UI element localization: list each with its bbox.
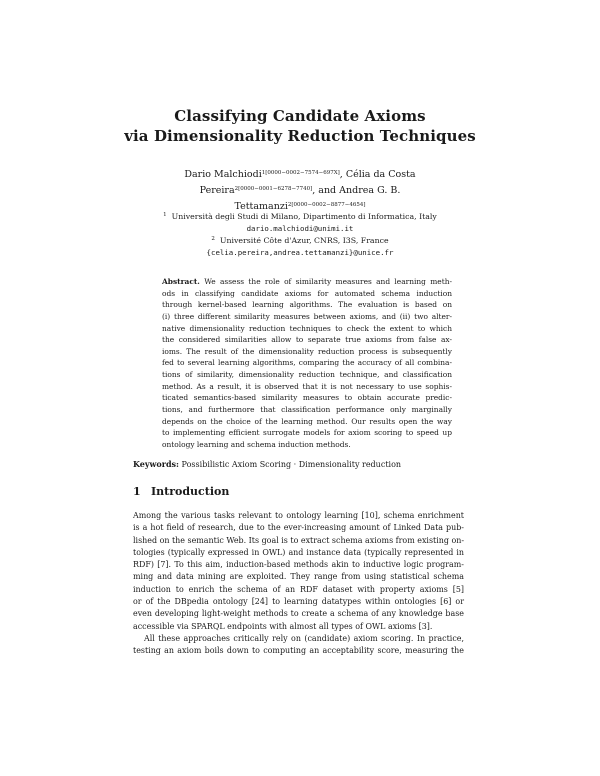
abstract-line: (i) three different similarity measures between axioms, and (ii) two alter- bbox=[162, 311, 452, 321]
abstract-line: ioms. The result of the dimensionality reduction process is subsequently bbox=[162, 346, 452, 356]
title-line-1: Classifying Candidate Axioms bbox=[174, 107, 426, 125]
affiliation-email-1: dario.malchiodi@unimi.it bbox=[246, 223, 354, 233]
keywords bbox=[133, 459, 401, 469]
author-name: , Célia da Costa bbox=[339, 169, 416, 180]
abstract-line: through kernel-based learning algorithms. The evaluation is based on bbox=[162, 300, 452, 310]
body-line: lished on the semantic Web. Its goal is to extract schema axioms from existing on- bbox=[133, 535, 465, 545]
keywords-label: Keywords: bbox=[133, 459, 180, 469]
author-affiliation-mark: 2 bbox=[234, 186, 239, 192]
abstract-line: tions, and furthermore that classification performance only marginally bbox=[162, 405, 452, 415]
author-orcid: [0000−0002−7574−697X] bbox=[265, 170, 340, 176]
author-orcid: [0000−0002−8877−4654] bbox=[291, 202, 366, 208]
author-affiliation-mark: 2 bbox=[287, 202, 292, 208]
abstract-line: ticated semantics-based similarity measures to obtain accurate predic- bbox=[162, 393, 452, 403]
affiliation-1: Università degli Studi di Milano, Dipartimento di Informatica, Italy bbox=[171, 212, 437, 221]
keywords-text: Possibilistic Axiom Scoring · Dimensionality reduction bbox=[179, 460, 402, 469]
abstract-line: ods in classifying candidate axioms for automated schema induction bbox=[162, 288, 452, 298]
affiliation-2: Université Côte d'Azur, CNRS, I3S, France bbox=[219, 236, 389, 245]
author-name: Dario Malchiodi bbox=[184, 169, 262, 180]
body-line: RDF) [7]. To this aim, induction-based methods akin to inductive logic program- bbox=[133, 560, 464, 570]
affiliation-email-2: {celia.pereira,andrea.tettamanzi}@unice.fr bbox=[206, 247, 394, 257]
section-number: 1 bbox=[133, 485, 141, 498]
abstract-line: We assess the role of similarity measures and learning meth- bbox=[199, 277, 452, 286]
section-heading bbox=[133, 485, 229, 498]
author-list bbox=[150, 166, 450, 214]
abstract-line: ontology learning and schema induction methods. bbox=[162, 439, 351, 449]
section-title: Introduction bbox=[151, 485, 230, 498]
author-name: , and Andrea G. B. bbox=[312, 185, 401, 196]
abstract-line: fed to several learning algorithms, comparing the accuracy of all combina- bbox=[162, 358, 452, 368]
abstract-line: depends on the choice of the learning method. Our results open the way bbox=[162, 416, 452, 426]
author-orcid: [0000−0001−6278−7740] bbox=[238, 186, 313, 192]
affiliation-mark: 2 bbox=[211, 236, 215, 242]
abstract-line: the considered similarities allow to separate true axioms from false ax- bbox=[162, 335, 452, 345]
abstract-line: to implementing efficient surrogate models for axiom scoring to speed up bbox=[162, 428, 452, 438]
body-line: accessible via SPARQL endpoints with almost all types of OWL axioms [3]. bbox=[133, 621, 433, 631]
body-line: tologies (typically expressed in OWL) and instance data (typically represented in bbox=[133, 547, 464, 557]
affiliations bbox=[130, 210, 470, 258]
body-line: ming and data mining are exploited. They range from using statistical schema bbox=[133, 572, 464, 582]
author-name: Pereira bbox=[199, 185, 235, 196]
title-line-2: via Dimensionality Reduction Techniques bbox=[124, 127, 476, 145]
abstract-label: Abstract. bbox=[162, 277, 200, 286]
body-line: even developing light-weight methods to create a schema of any knowledge base bbox=[133, 609, 464, 619]
body-line: or of the DBpedia ontology [24] to learning datatypes within ontologies [6] or bbox=[133, 597, 464, 607]
abstract bbox=[162, 276, 452, 451]
abstract-line: native dimensionality reduction techniques to check the extent to which bbox=[162, 323, 452, 333]
author-name: Tettamanzi bbox=[234, 201, 288, 212]
body-line: testing an axiom boils down to computing an acceptability score, measuring the bbox=[133, 646, 464, 656]
body-line: Among the various tasks relevant to ontology learning [10], schema enrichment bbox=[133, 511, 464, 520]
body-text bbox=[133, 510, 464, 658]
abstract-line: tions of similarity, dimensionality reduction technique, and classification bbox=[162, 370, 452, 380]
body-line: All these approaches critically rely on (candidate) axiom scoring. In practice, bbox=[144, 633, 464, 643]
affiliation-mark: 1 bbox=[163, 212, 167, 218]
body-line: is a hot field of research, due to the ever-increasing amount of Linked Data pub- bbox=[133, 523, 464, 533]
paper-title bbox=[120, 106, 480, 146]
author-affiliation-mark: 1 bbox=[261, 170, 266, 176]
abstract-line: method. As a result, it is observed that it is not necessary to use sophis- bbox=[162, 381, 452, 391]
body-line: induction to enrich the schema of an RDF dataset with property axioms [5] bbox=[133, 584, 464, 594]
